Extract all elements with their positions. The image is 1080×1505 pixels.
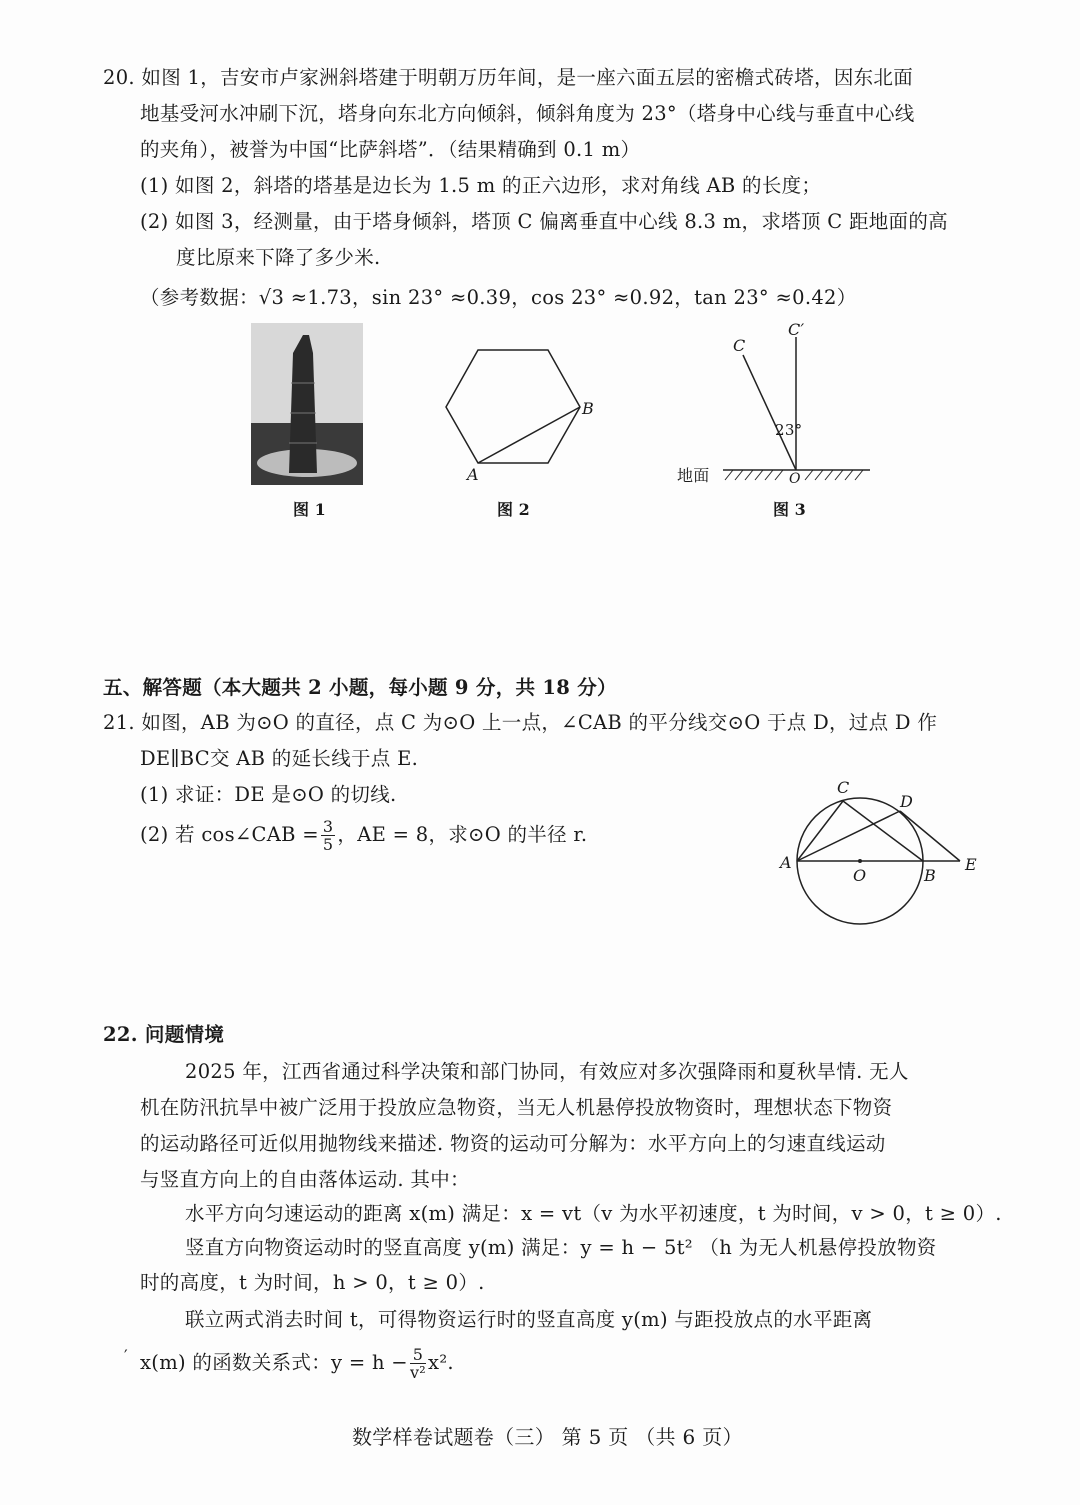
q22-line-8: 联立两式消去时间 t，可得物资运行时的竖直高度 y(m) 与距投放点的水平距离 (185, 1308, 873, 1331)
fig3-label-c: C (733, 336, 746, 355)
fraction-denominator: v² (409, 1363, 427, 1382)
q21-part1: (1) 求证：DE 是⊙O 的切线. (140, 783, 397, 806)
page-footer: 数学样卷试题卷（三） 第 5 页 （共 6 页） (352, 1425, 743, 1449)
fraction-numerator: 3 (322, 817, 334, 836)
q21-label-b: B (924, 866, 937, 885)
q20-part2: (2) 如图 3，经测量，由于塔身倾斜，塔顶 C 偏离垂直中心线 8.3 m，求塔顶 C 距地面的高 (140, 210, 948, 233)
fig3-label-c-prime: C′ (788, 320, 805, 339)
q22-line-2: 机在防汛抗旱中被广泛用于投放应急物资，当无人机悬停投放物资时，理想状态下物资 (140, 1096, 893, 1119)
q21-part2 (140, 818, 587, 853)
q21-line-2: DE∥BC交 AB 的延长线于点 E. (140, 747, 419, 770)
fig3-ground-label: 地面 (677, 466, 710, 485)
q21-label-o: O (853, 866, 867, 885)
fig3-caption: 图 3 (773, 500, 806, 519)
q22-formula-line (140, 1346, 454, 1381)
q20-line-3: 的夹角），被誉为中国“比萨斜塔”．（结果精确到 0.1 m） (140, 138, 641, 161)
fig2-label-b: B (582, 399, 595, 418)
q22-line-7: 时的高度，t 为时间，h > 0，t ≥ 0）. (140, 1271, 485, 1294)
fig3-angle-label: 23° (775, 421, 803, 439)
q20-line-2: 地基受河水冲刷下沉，塔身向东北方向倾斜，倾斜角度为 23°（塔身中心线与垂直中心线 (140, 102, 915, 125)
q20-part1: (1) 如图 2，斜塔的塔基是边长为 1.5 m 的正六边形，求对角线 AB 的长度； (140, 174, 822, 197)
fig2-caption: 图 2 (497, 500, 530, 519)
q20-reference-data: （参考数据：√3 ≈1.73，sin 23° ≈0.39，cos 23° ≈0.92，tan 23° ≈0.42） (140, 286, 857, 309)
fig1-tower-photo (251, 323, 363, 485)
q21-line-1: 21. 如图，AB 为⊙O 的直径，点 C 为⊙O 上一点，∠CAB 的平分线交⊙O 于点 D，过点 D 作 (103, 711, 938, 734)
q21-label-d: D (900, 792, 914, 811)
q20-part2-cont: 度比原来下降了多少米. (176, 246, 381, 269)
stray-mark: ′ (124, 1346, 128, 1365)
fraction-numerator: 5 (410, 1346, 426, 1364)
fig2-hexagon (440, 345, 600, 490)
q21-part2-prefix: (2) 若 cos∠CAB = (140, 823, 319, 846)
q21-circle-diagram (780, 770, 980, 940)
q22-line-4: 与竖直方向上的自由落体运动. 其中： (140, 1168, 470, 1191)
q22-line-5: 水平方向匀速运动的距离 x(m) 满足：x = vt（v 为水平初速度，t 为时间，v > 0，t ≥ 0）. (185, 1202, 1002, 1225)
q22-line-3: 的运动路径可近似用抛物线来描述. 物资的运动可分解为：水平方向上的匀速直线运动 (140, 1132, 886, 1155)
q21-label-a: A (780, 853, 792, 872)
formula-suffix: x². (428, 1351, 454, 1374)
fig2-label-a: A (467, 465, 479, 484)
q20-line-1: 20. 如图 1，吉安市卢家洲斜塔建于明朝万历年间，是一座六面五层的密檐式砖塔，因东北面 (103, 66, 914, 89)
q21-label-e: E (965, 855, 977, 874)
fig1-caption: 图 1 (293, 500, 326, 519)
fig3-label-o: O (789, 471, 801, 487)
q21-part2-suffix: ，AE = 8，求⊙O 的半径 r. (337, 823, 588, 846)
section-5-heading: 五、解答题（本大题共 2 小题，每小题 9 分，共 18 分） (103, 676, 617, 699)
q21-label-c: C (837, 778, 850, 797)
q22-line-1: 2025 年，江西省通过科学决策和部门协同，有效应对多次强降雨和夏秋旱情. 无人 (185, 1060, 909, 1083)
formula-prefix: x(m) 的函数关系式：y = h − (140, 1351, 408, 1374)
q22-title: 22. 问题情境 (103, 1023, 225, 1046)
fraction-denominator: 5 (322, 835, 334, 854)
q22-line-6: 竖直方向物资运动时的竖直高度 y(m) 满足：y = h − 5t² （h 为无人机悬停投放物资 (185, 1236, 937, 1259)
q21-fraction (321, 818, 335, 853)
formula-fraction (410, 1346, 426, 1381)
